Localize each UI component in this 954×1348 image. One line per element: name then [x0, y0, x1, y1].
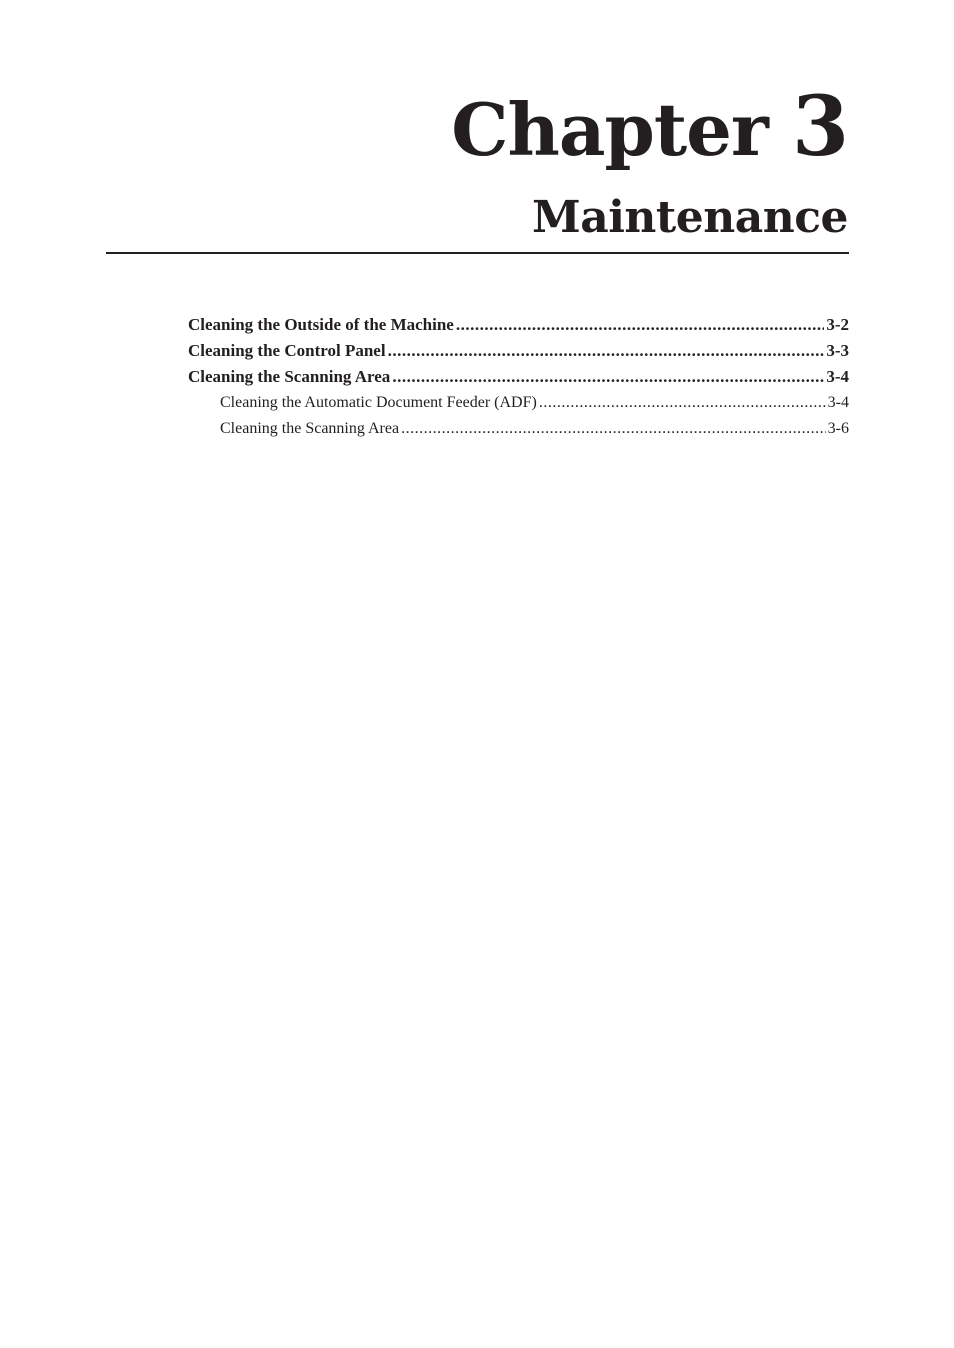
dot-leader — [401, 416, 826, 442]
toc-entry-page: 3-6 — [827, 420, 849, 437]
toc-entry-label: Cleaning the Scanning Area — [188, 367, 391, 386]
toc-entry-control-panel[interactable] — [188, 338, 849, 364]
toc-entry-page: 3-2 — [826, 315, 849, 334]
toc-entry-label: Cleaning the Scanning Area — [220, 420, 400, 437]
toc-entry-scanning-area[interactable] — [188, 364, 849, 390]
toc-entry-page: 3-4 — [826, 367, 849, 386]
toc-entry-page: 3-3 — [826, 341, 849, 360]
chapter-heading — [451, 79, 848, 175]
table-of-contents — [188, 312, 849, 442]
heading-divider — [106, 252, 849, 254]
chapter-title: Maintenance — [531, 192, 848, 243]
toc-entry-page: 3-4 — [827, 394, 849, 411]
dot-leader — [456, 312, 824, 338]
toc-entry-outside-machine[interactable] — [188, 312, 849, 338]
chapter-number: 3 — [791, 79, 848, 175]
dot-leader — [388, 338, 825, 364]
toc-subentry-adf[interactable] — [188, 390, 849, 416]
toc-entry-label: Cleaning the Control Panel — [188, 341, 386, 360]
toc-subentry-scanning-area[interactable] — [188, 416, 849, 442]
toc-entry-label: Cleaning the Outside of the Machine — [188, 315, 454, 334]
dot-leader — [539, 390, 826, 416]
toc-entry-label: Cleaning the Automatic Document Feeder (ADF) — [220, 394, 537, 411]
chapter-word: Chapter — [451, 87, 768, 172]
dot-leader — [392, 364, 824, 390]
